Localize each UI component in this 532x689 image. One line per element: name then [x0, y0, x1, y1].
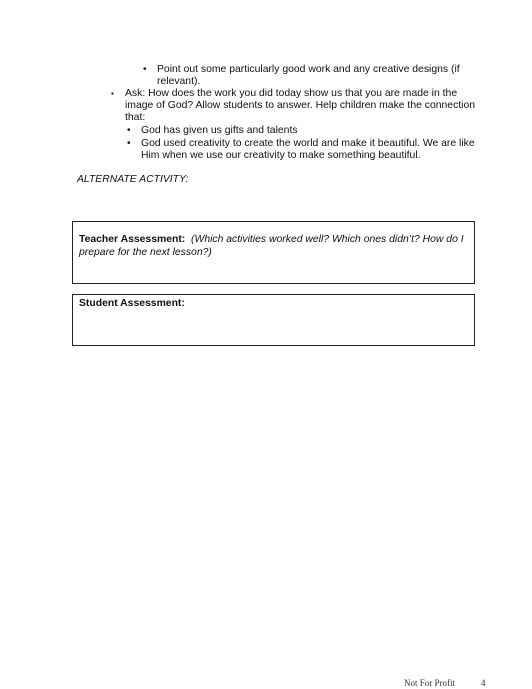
page-number: 4: [481, 678, 486, 688]
bullet-text-line: Him when we use our creativity to make something beautiful.: [141, 150, 421, 161]
alternate-activity-heading: ALTERNATE ACTIVITY:: [77, 174, 189, 185]
teacher-assessment-prompt: (Which activities worked well? Which ones didn’t? How do I prepare for the next lesson?): [79, 234, 464, 258]
student-assessment-label: Student Assessment:: [79, 298, 185, 309]
bullet-marker: •: [127, 138, 131, 149]
square-bullet-marker: ▪: [111, 89, 114, 98]
bullet-marker: •: [143, 64, 147, 75]
teacher-assessment-label: Teacher Assessment:: [79, 234, 186, 245]
teacher-assessment-box[interactable]: [72, 221, 475, 284]
bullet-text-line: Ask: How does the work you did today show us that you are made in the: [125, 88, 458, 99]
bullet-text-line: God has given us gifts and talents: [141, 125, 298, 136]
bullet-text-line: relevant).: [157, 76, 201, 87]
footer-text: Not For Profit: [404, 678, 456, 688]
bullet-text-line: God used creativity to create the world and make it beautiful. We are like: [141, 138, 475, 149]
student-assessment-content: [79, 297, 468, 310]
bullet-text-line: that:: [125, 112, 146, 123]
bullet-text-line: image of God? Allow students to answer. Help children make the connection: [125, 100, 476, 111]
bullet-marker: •: [127, 125, 131, 136]
teacher-assessment-content: [79, 233, 468, 259]
bullet-text-line: Point out some particularly good work and any creative designs (if: [157, 64, 460, 75]
student-assessment-box[interactable]: [72, 294, 475, 346]
